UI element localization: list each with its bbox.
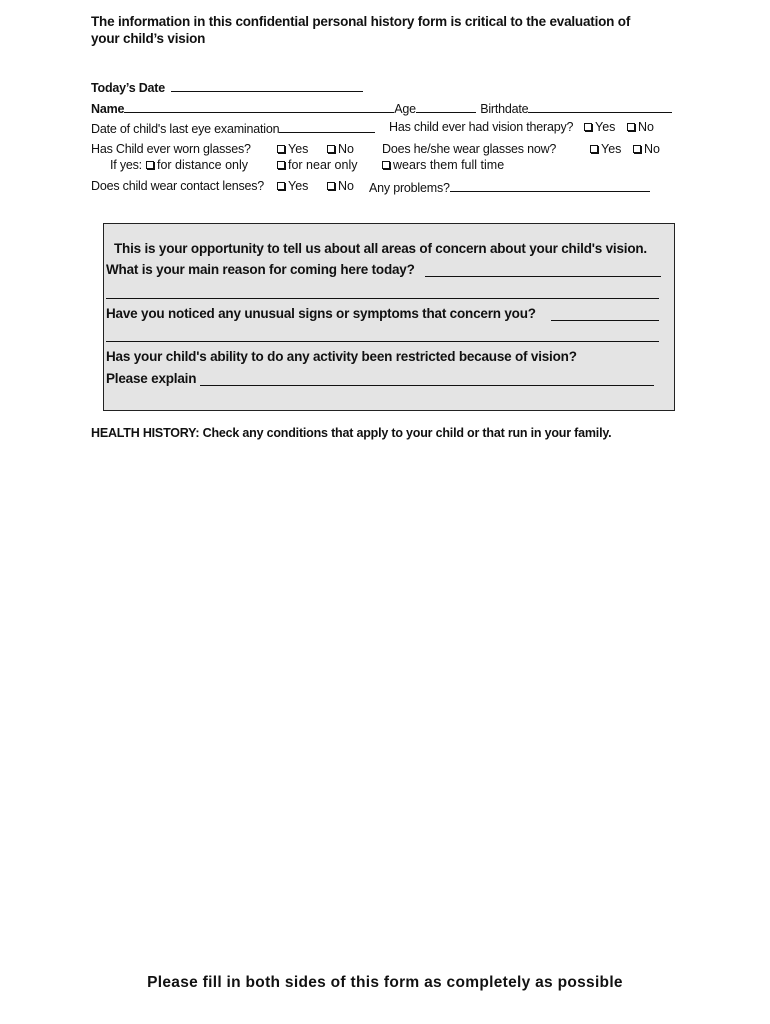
age-label: Age [394,102,416,116]
checkbox-icon [277,145,285,153]
checkbox-icon [327,145,335,153]
todays-date-label: Today’s Date [91,81,166,95]
worn-glasses-no[interactable]: No [327,142,354,156]
vision-therapy-yes[interactable]: Yes [584,120,615,134]
any-problems-row [369,179,650,196]
vision-therapy-no[interactable]: No [627,120,654,134]
form-intro [91,13,630,47]
contacts-question: Does child wear contact lenses? [91,179,265,193]
distance-only-option[interactable]: for distance only [146,158,248,172]
footer-instruction: Please fill in both sides of this form as completely as possible [147,974,623,991]
main-reason-question: What is your main reason for coming here today? [106,262,415,277]
any-problems-field[interactable] [450,179,650,192]
wear-now-no[interactable]: No [633,142,660,156]
health-history-heading: HEALTH HISTORY: Check any conditions that apply to your child or that run in your family. [91,426,612,440]
checkbox-icon [146,161,154,169]
please-explain-label: Please explain [106,371,197,386]
last-exam-field[interactable] [279,120,375,133]
last-exam-row [91,120,375,137]
vision-therapy-question: Has child ever had vision therapy? [389,120,574,134]
if-yes-label: If yes: [110,158,142,172]
last-exam-label: Date of child's last eye examination [91,122,280,136]
todays-date-field[interactable] [171,79,363,92]
full-time-option[interactable]: wears them full time [382,158,504,172]
near-only-option[interactable]: for near only [277,158,357,172]
name-field[interactable] [124,100,394,113]
contacts-yes[interactable]: Yes [277,179,308,193]
concerns-box [103,223,675,411]
please-explain-field[interactable] [200,385,654,386]
worn-glasses-question: Has Child ever worn glasses? [91,142,251,156]
birthdate-field[interactable] [528,100,672,113]
restricted-activity-question: Has your child's ability to do any activity been restricted because of vision? [106,349,577,364]
checkbox-icon [277,161,285,169]
signs-symptoms-field-line-2[interactable] [106,341,659,342]
contacts-no[interactable]: No [327,179,354,193]
todays-date-row [91,79,363,96]
checkbox-icon [584,123,592,131]
checkbox-icon [382,161,390,169]
intro-line-1: The information in this confidential personal history form is critical to the evaluation of [91,14,631,29]
name-row [91,100,672,117]
checkbox-icon [277,182,285,190]
signs-symptoms-question: Have you noticed any unusual signs or symptoms that concern you? [106,306,536,321]
birthdate-label: Birthdate [480,102,529,116]
main-reason-field-line-2[interactable] [106,298,659,299]
name-label: Name [91,102,125,116]
concerns-heading: This is your opportunity to tell us about all areas of concern about your child's vision. [114,241,647,256]
checkbox-icon [627,123,635,131]
age-field[interactable] [416,100,476,113]
wear-now-question: Does he/she wear glasses now? [382,142,557,156]
checkbox-icon [327,182,335,190]
any-problems-label: Any problems? [369,181,450,195]
wear-now-yes[interactable]: Yes [590,142,621,156]
worn-glasses-yes[interactable]: Yes [277,142,308,156]
checkbox-icon [633,145,641,153]
main-reason-field[interactable] [425,276,661,277]
signs-symptoms-field[interactable] [551,320,659,321]
intro-line-2: your child’s vision [91,31,206,46]
checkbox-icon [590,145,598,153]
